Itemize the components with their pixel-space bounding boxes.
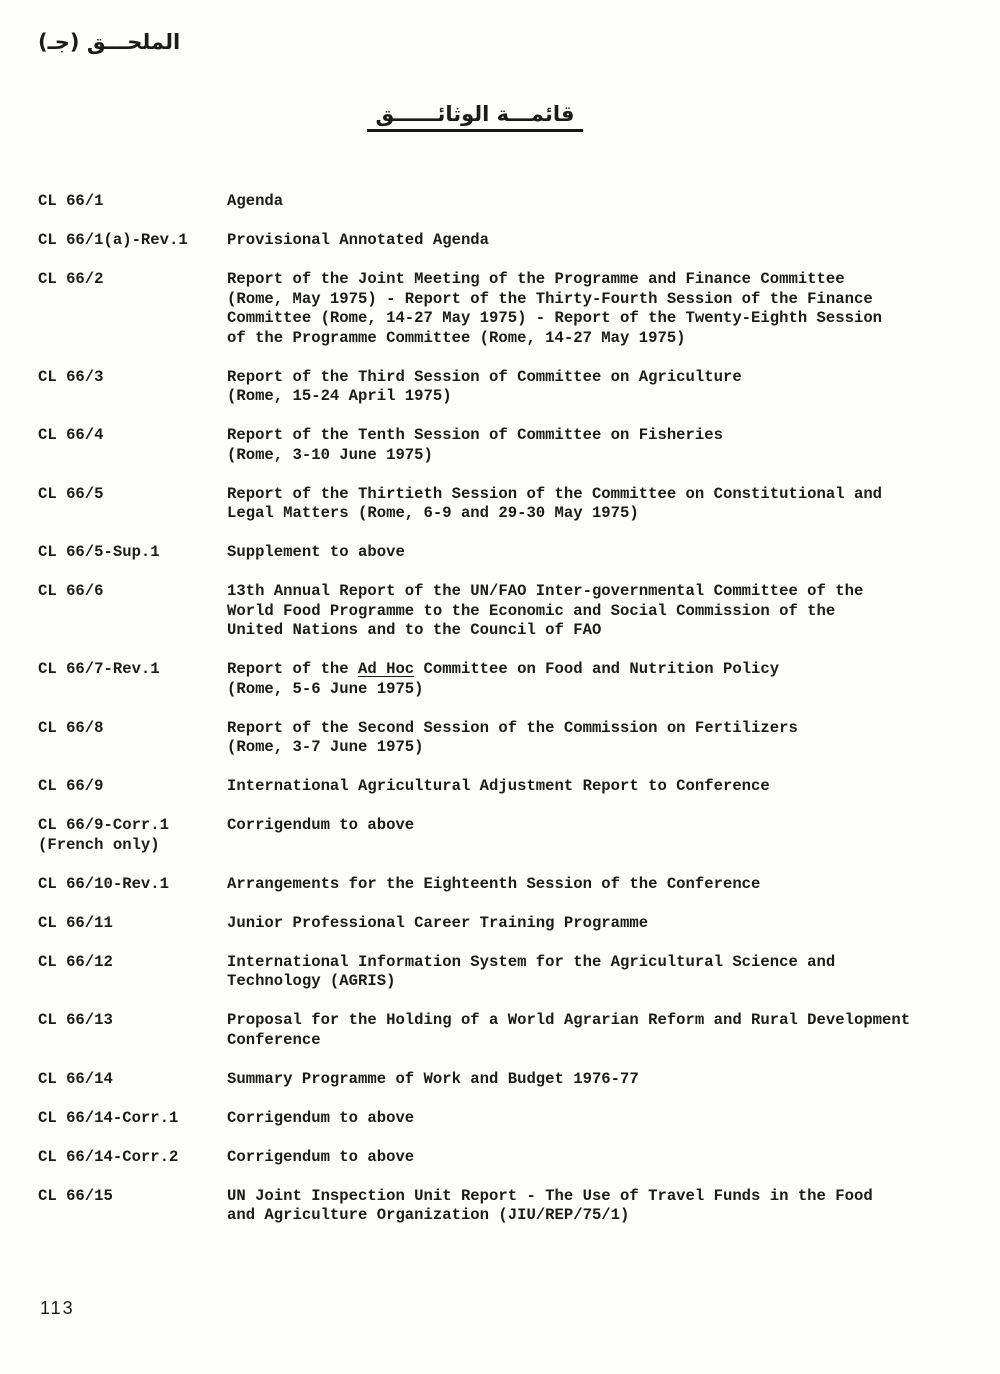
- doc-line: Report of the Third Session of Committee on Agriculture: [227, 367, 742, 386]
- doc-line: (Rome, 15-24 April 1975): [227, 387, 452, 405]
- doc-line: Committee (Rome, 14-27 May 1975) - Report of the Twenty-Eighth Session: [227, 309, 883, 327]
- doc-code: CL 66/14: [38, 1069, 113, 1088]
- doc-description: [227, 543, 962, 563]
- doc-line: of the Programme Committee (Rome, 14-27 May 1975): [227, 328, 686, 347]
- doc-description: [227, 1109, 962, 1129]
- doc-row-cl-66-15: [38, 1187, 962, 1226]
- doc-line: and Agriculture Organization (JIU/REP/75/1): [227, 1206, 630, 1224]
- doc-row-cl-66-14-corr2: [38, 1148, 962, 1168]
- doc-row-cl-66-6: [38, 582, 962, 641]
- doc-code-line: CL 66/9-Corr.1: [38, 816, 170, 834]
- doc-row-cl-66-13: [38, 1011, 962, 1050]
- doc-description: [227, 1011, 962, 1050]
- doc-row-cl-66-10-rev1: [38, 875, 962, 895]
- doc-code: CL 66/9: [38, 777, 104, 795]
- doc-row-cl-66-2: [38, 270, 962, 348]
- doc-row-cl-66-14: [38, 1070, 962, 1090]
- doc-description: [227, 426, 962, 465]
- doc-description: [227, 1070, 962, 1090]
- doc-line: Report of the Tenth Session of Committee on Fisheries: [227, 426, 723, 444]
- doc-row-cl-66-5-sup1: [38, 543, 962, 563]
- doc-line: (Rome, 5-6 June 1975): [227, 679, 424, 698]
- doc-line: Legal Matters (Rome, 6-9 and 29-30 May 1975): [227, 504, 639, 522]
- doc-description: [227, 582, 962, 641]
- doc-line: Technology (AGRIS): [227, 972, 396, 990]
- doc-description: [227, 1187, 962, 1226]
- page-number: 113: [40, 1298, 75, 1318]
- doc-code: CL 66/14-Corr.2: [38, 1147, 179, 1166]
- doc-code: CL 66/12: [38, 952, 113, 971]
- doc-line: Conference: [227, 1030, 321, 1049]
- doc-line-text: Report of the: [227, 660, 359, 678]
- doc-code: CL 66/5-Sup.1: [38, 543, 160, 561]
- doc-description: [227, 270, 962, 348]
- doc-code: CL 66/1: [38, 192, 104, 210]
- doc-row-cl-66-1: [38, 192, 962, 212]
- appendix-label-arabic: الملحـــق (جـ): [38, 30, 181, 54]
- doc-description: [227, 1148, 962, 1168]
- doc-description: [227, 660, 962, 699]
- doc-description: [227, 719, 962, 758]
- doc-code: [38, 816, 227, 855]
- doc-line: (Rome, 3-10 June 1975): [227, 445, 433, 464]
- doc-line: Corrigendum to above: [227, 1108, 415, 1127]
- doc-row-cl-66-14-corr1: [38, 1109, 962, 1129]
- doc-code: CL 66/1(a)-Rev.1: [38, 231, 188, 249]
- page-title-arabic: قائمـــة الوثائــــــق: [367, 102, 582, 132]
- doc-description: [227, 777, 962, 797]
- doc-row-cl-66-9-corr1: [38, 816, 962, 855]
- doc-code: CL 66/14-Corr.1: [38, 1108, 179, 1127]
- doc-line: World Food Programme to the Economic and Social Commission of the: [227, 601, 836, 620]
- doc-code: CL 66/10-Rev.1: [38, 874, 170, 893]
- doc-description: [227, 231, 962, 251]
- doc-code: CL 66/7-Rev.1: [38, 660, 160, 678]
- doc-row-cl-66-12: [38, 953, 962, 992]
- doc-code: CL 66/8: [38, 718, 104, 737]
- doc-row-cl-66-11: [38, 914, 962, 934]
- doc-line: Proposal for the Holding of a World Agrarian Reform and Rural Development: [227, 1011, 911, 1029]
- document-list: [38, 192, 962, 1245]
- doc-line: UN Joint Inspection Unit Report - The Use of Travel Funds in the Food: [227, 1186, 873, 1205]
- doc-row-cl-66-9: [38, 777, 962, 797]
- doc-code: CL 66/4: [38, 426, 104, 444]
- doc-description: [227, 485, 962, 524]
- doc-line: United Nations and to the Council of FAO: [227, 621, 602, 639]
- doc-line: International Information System for the Agricultural Science and: [227, 952, 836, 971]
- doc-row-cl-66-3: [38, 368, 962, 407]
- doc-description: [227, 816, 962, 836]
- doc-line: (Rome, May 1975) - Report of the Thirty-Fourth Session of the Finance: [227, 289, 873, 308]
- doc-code-note: (French only): [38, 835, 160, 854]
- doc-description: [227, 875, 962, 895]
- doc-description: [227, 368, 962, 407]
- doc-description: [227, 914, 962, 934]
- doc-line: Report of the Second Session of the Commission on Fertilizers: [227, 718, 798, 737]
- title-container: [0, 102, 950, 132]
- doc-row-cl-66-4: [38, 426, 962, 465]
- doc-code: CL 66/6: [38, 582, 104, 600]
- doc-row-cl-66-8: [38, 719, 962, 758]
- doc-line: Junior Professional Career Training Programme: [227, 913, 649, 932]
- doc-line: Arrangements for the Eighteenth Session of the Conference: [227, 874, 761, 893]
- doc-code: CL 66/5: [38, 484, 104, 503]
- doc-code: CL 66/13: [38, 1011, 113, 1029]
- doc-line: Agenda: [227, 192, 284, 210]
- doc-line: International Agricultural Adjustment Report to Conference: [227, 777, 770, 795]
- doc-description: [227, 953, 962, 992]
- doc-row-cl-66-7-rev1: [38, 660, 962, 699]
- doc-line: 13th Annual Report of the UN/FAO Inter-governmental Committee of the: [227, 582, 864, 600]
- doc-code: CL 66/11: [38, 913, 113, 932]
- doc-line: Provisional Annotated Agenda: [227, 231, 490, 249]
- doc-line: [227, 660, 962, 680]
- doc-line-text: Committee on Food and Nutrition Policy: [414, 660, 780, 678]
- doc-line: Summary Programme of Work and Budget 1976-77: [227, 1069, 639, 1088]
- doc-line: Corrigendum to above: [227, 1147, 415, 1166]
- doc-description: [227, 192, 962, 212]
- doc-row-cl-66-1a-rev1: [38, 231, 962, 251]
- doc-line: Report of the Joint Meeting of the Programme and Finance Committee: [227, 270, 845, 288]
- doc-line: Corrigendum to above: [227, 816, 415, 834]
- doc-line: Report of the Thirtieth Session of the Committee on Constitutional and: [227, 484, 883, 503]
- doc-row-cl-66-5: [38, 485, 962, 524]
- underlined-text: Ad Hoc: [358, 660, 415, 678]
- doc-line: Supplement to above: [227, 543, 405, 561]
- doc-code: CL 66/15: [38, 1186, 113, 1205]
- doc-code: CL 66/2: [38, 270, 104, 288]
- doc-line: (Rome, 3-7 June 1975): [227, 738, 424, 756]
- doc-code: CL 66/3: [38, 367, 104, 386]
